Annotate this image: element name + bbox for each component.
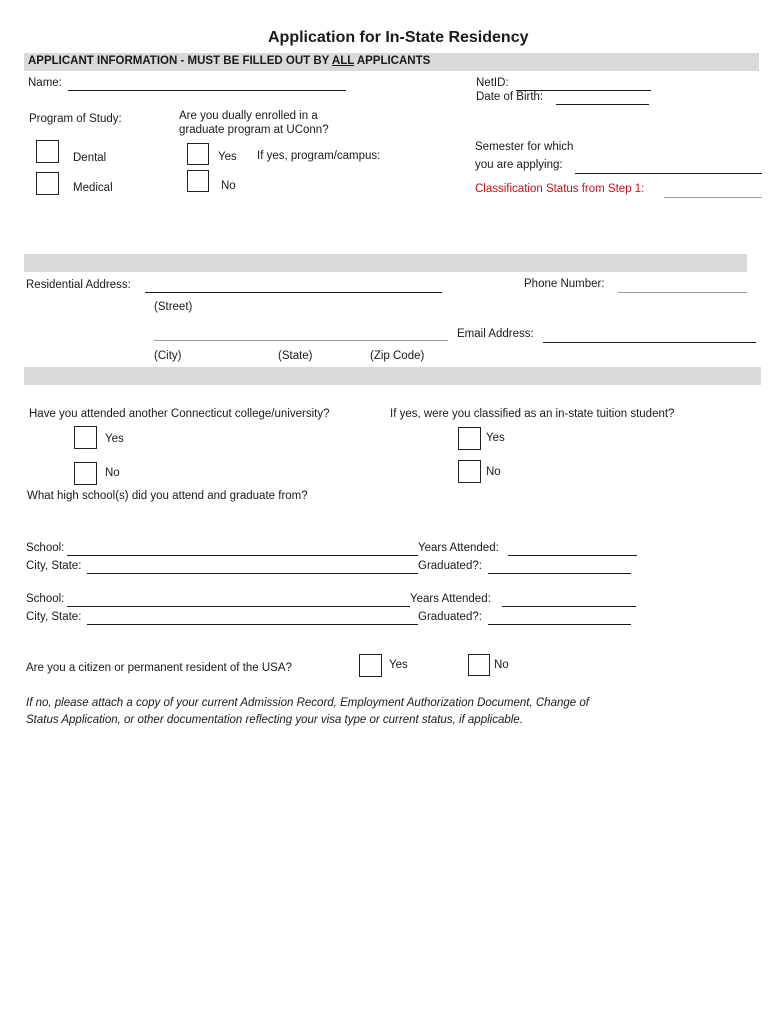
ct-no-label: No (105, 467, 120, 479)
ct-yes-checkbox[interactable] (74, 426, 97, 449)
highschool-question: What high school(s) did you attend and graduate from? (27, 490, 308, 502)
ct-college-question: Have you attended another Connecticut college/university? (29, 408, 330, 420)
instate-question: If yes, were you classified as an in-state tuition student? (390, 408, 675, 420)
graduated1-field[interactable] (488, 573, 631, 574)
header-suffix: APPLICANTS (354, 55, 431, 67)
semester-label-line2: you are applying: (475, 159, 563, 171)
citizenship-note-line1: If no, please attach a copy of your current Admission Record, Employment Authorization Document, Change of (26, 697, 589, 709)
email-field[interactable] (543, 342, 756, 343)
medical-checkbox[interactable] (36, 172, 59, 195)
program-label: Program of Study: (29, 113, 122, 125)
dob-label: Date of Birth: (476, 91, 544, 103)
phone-label: Phone Number: (524, 278, 605, 290)
applicant-info-header-bar (24, 53, 759, 71)
school2-field[interactable] (67, 606, 410, 607)
citizen-yes-label: Yes (389, 659, 408, 671)
years1-label: Years Attended: (418, 542, 499, 554)
citizen-no-checkbox[interactable] (468, 654, 490, 676)
instate-yes-checkbox[interactable] (458, 427, 481, 450)
dual-question-line2: graduate program at UConn? (179, 124, 329, 136)
name-label: Name: (28, 77, 62, 89)
header-underlined: ALL (331, 55, 355, 67)
dental-option-label: Dental (73, 152, 107, 164)
street-field[interactable] (145, 292, 442, 293)
applicant-info-header (28, 55, 430, 67)
city-state-zip-field[interactable] (154, 340, 448, 341)
residential-address-label: Residential Address: (26, 279, 131, 291)
dual-no-label: No (221, 180, 236, 192)
dual-yes-checkbox[interactable] (187, 143, 209, 165)
zip-caption: (Zip Code) (370, 350, 425, 362)
years2-field[interactable] (502, 606, 636, 607)
dental-checkbox[interactable] (36, 140, 59, 163)
citizen-yes-checkbox[interactable] (359, 654, 382, 677)
medical-option-label: Medical (73, 182, 113, 194)
instate-yes-label: Yes (486, 432, 505, 444)
ct-no-checkbox[interactable] (74, 462, 97, 485)
if-yes-program-label: If yes, program/campus: (257, 150, 381, 162)
semester-field[interactable] (575, 173, 762, 174)
citystate1-field[interactable] (87, 573, 418, 574)
school1-label: School: (26, 542, 65, 554)
citizen-no-label: No (494, 659, 509, 671)
city-caption: (City) (154, 350, 182, 362)
name-field[interactable] (68, 90, 346, 91)
citystate1-label: City, State: (26, 560, 82, 572)
netid-label: NetID: (476, 77, 509, 89)
years1-field[interactable] (508, 555, 637, 556)
email-label: Email Address: (457, 328, 534, 340)
citystate2-field[interactable] (87, 624, 418, 625)
dob-field[interactable] (556, 104, 649, 105)
citizenship-question: Are you a citizen or permanent resident of the USA? (26, 662, 292, 674)
dual-no-checkbox[interactable] (187, 170, 209, 192)
classification-field[interactable] (664, 197, 762, 198)
school2-label: School: (26, 593, 65, 605)
state-caption: (State) (278, 350, 313, 362)
classification-label: Classification Status from Step 1: (475, 183, 645, 195)
instate-no-label: No (486, 466, 501, 478)
street-caption: (Street) (154, 301, 193, 313)
graduated1-label: Graduated?: (418, 560, 482, 572)
instate-no-checkbox[interactable] (458, 460, 481, 483)
semester-label-line1: Semester for which (475, 141, 574, 153)
citizenship-note-line2: Status Application, or other documentation reflecting your visa type or current status, if applicable. (26, 714, 523, 726)
graduated2-field[interactable] (488, 624, 631, 625)
dual-question-line1: Are you dually enrolled in a (179, 110, 318, 122)
dual-yes-label: Yes (218, 151, 237, 163)
ct-yes-label: Yes (105, 433, 124, 445)
page-title: Application for In-State Residency (268, 29, 529, 46)
citystate2-label: City, State: (26, 611, 82, 623)
school1-field[interactable] (67, 555, 418, 556)
phone-field[interactable] (618, 292, 747, 293)
graduated2-label: Graduated?: (418, 611, 482, 623)
address-section-bar (24, 254, 747, 272)
header-prefix: APPLICANT INFORMATION - MUST BE FILLED OUT BY (28, 55, 332, 67)
education-section-bar (24, 367, 761, 385)
years2-label: Years Attended: (410, 593, 491, 605)
